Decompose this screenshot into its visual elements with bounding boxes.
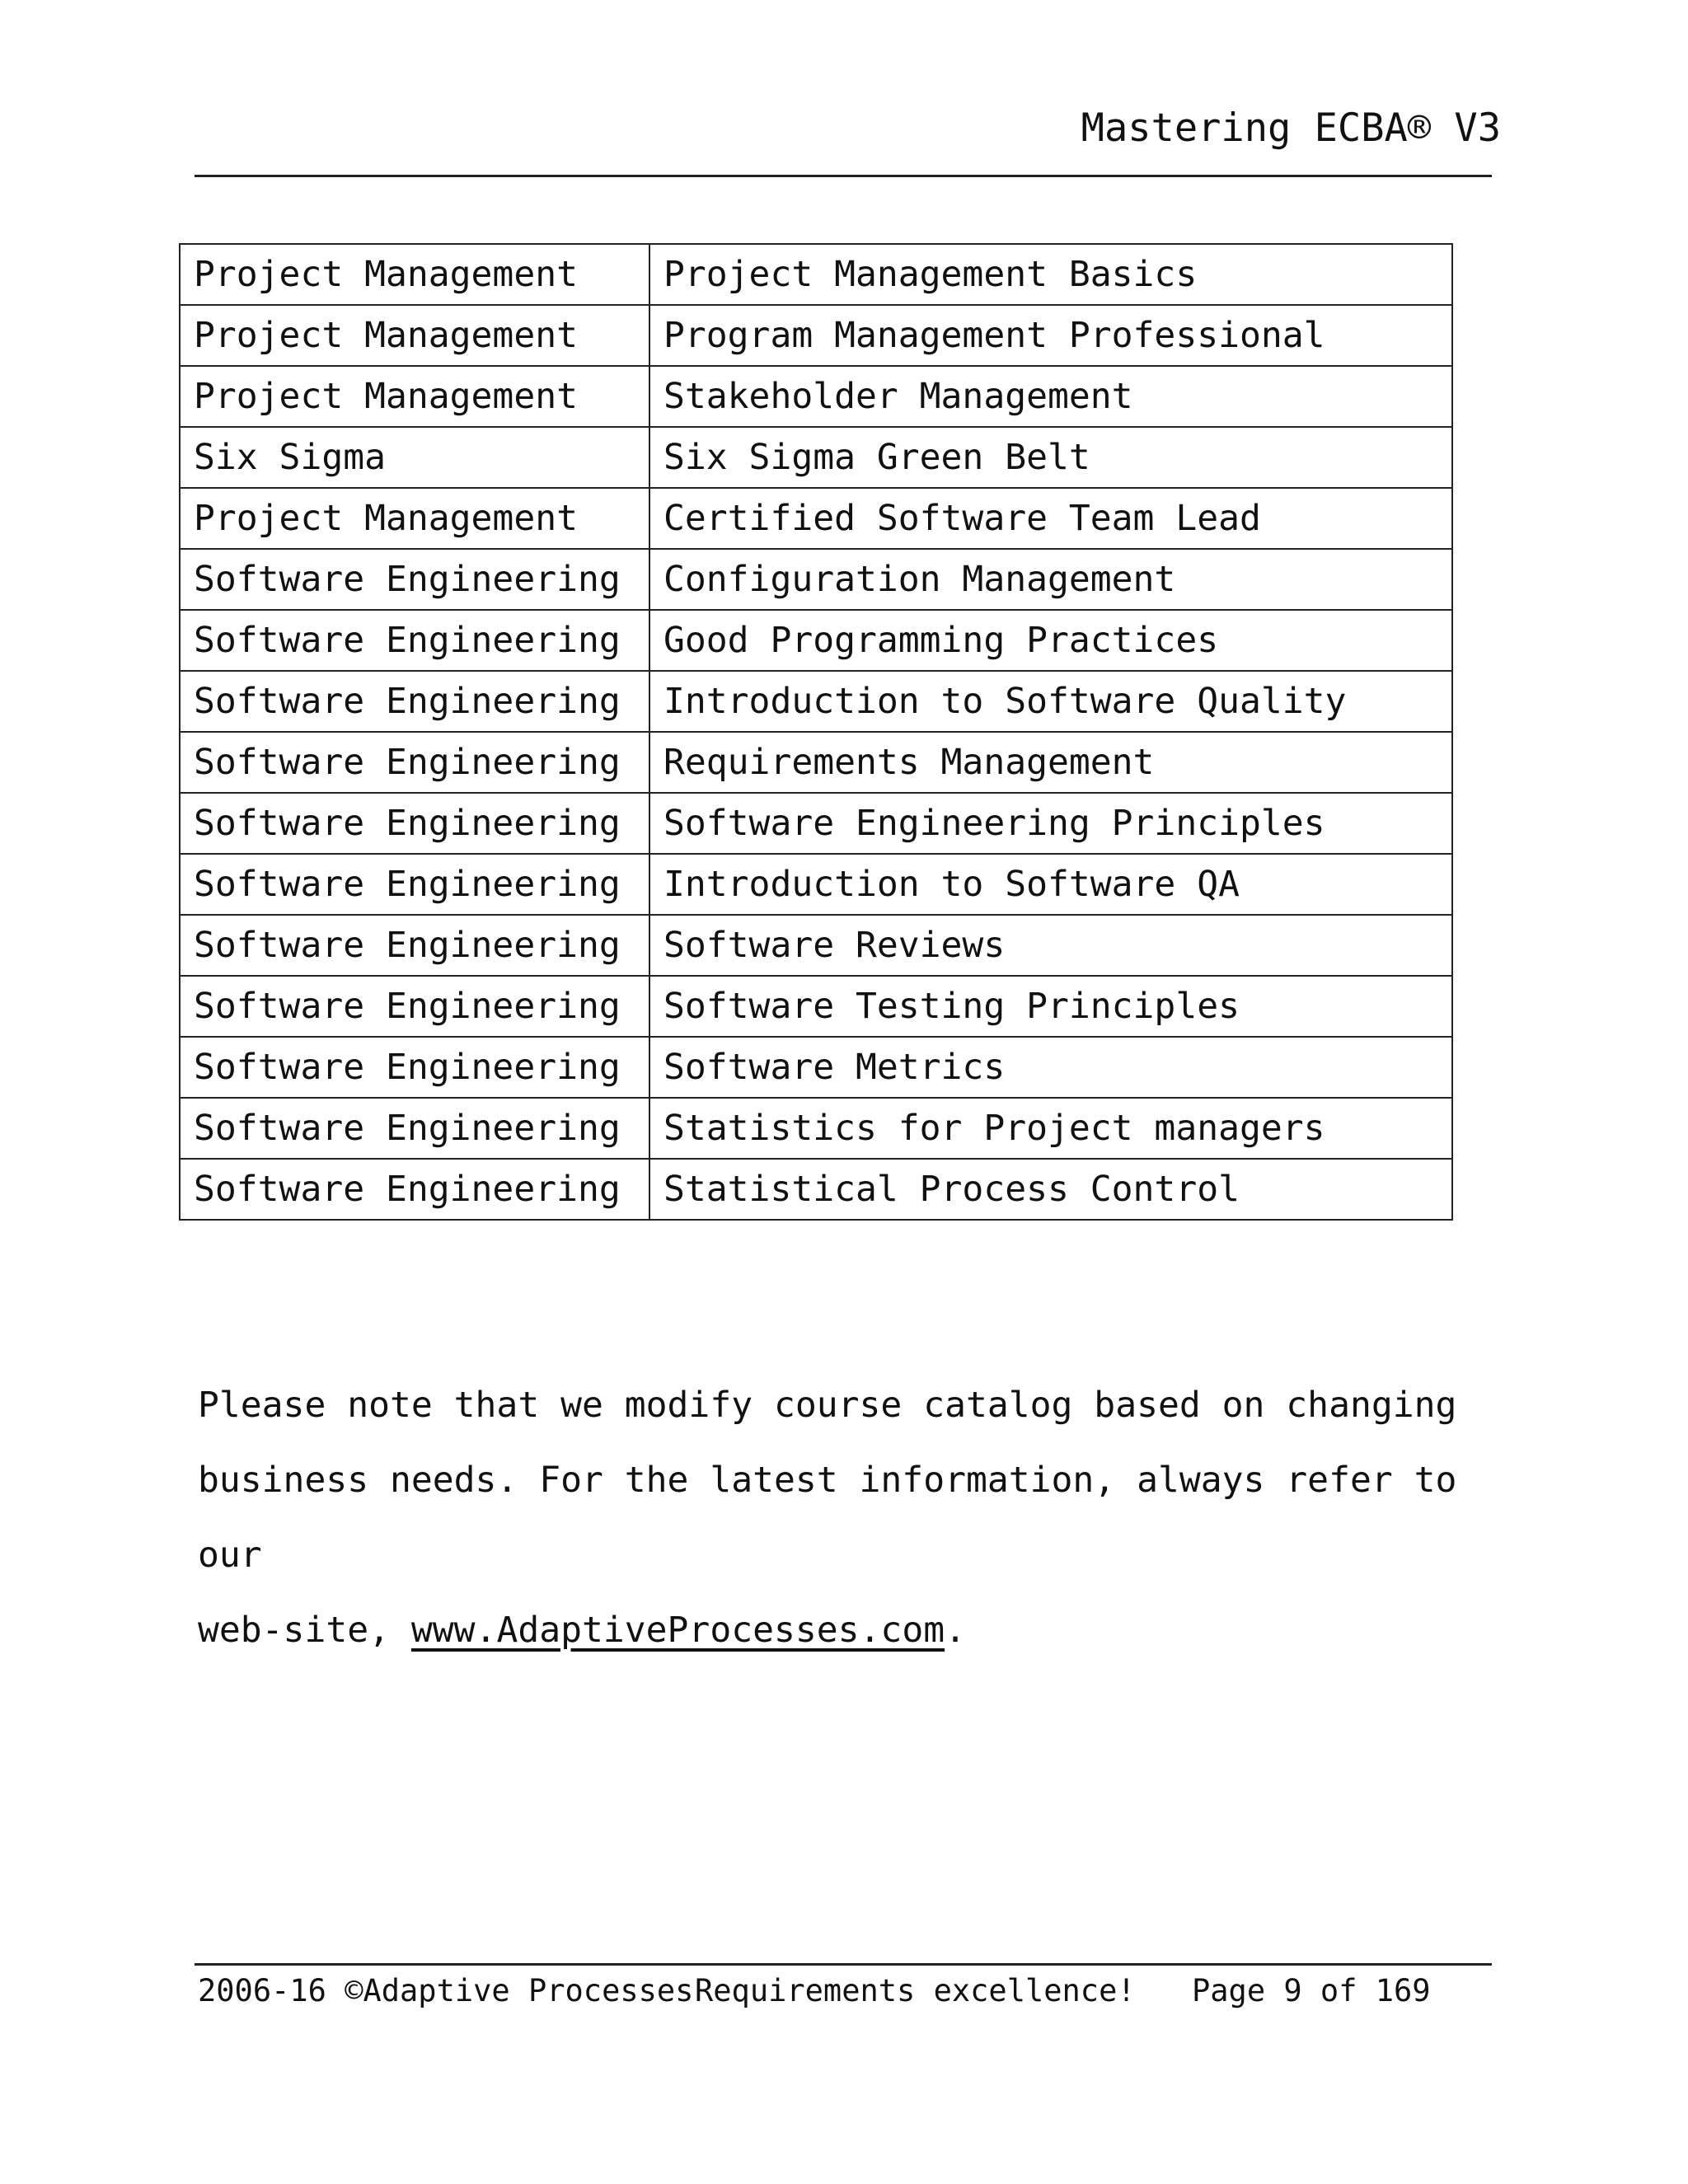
course-cell: Introduction to Software QA	[649, 854, 1452, 915]
category-cell: Project Management	[180, 488, 649, 549]
table-row	[180, 305, 1452, 366]
table-row	[180, 244, 1452, 305]
course-cell: Stakeholder Management	[649, 366, 1452, 427]
course-cell: Six Sigma Green Belt	[649, 427, 1452, 488]
category-cell: Six Sigma	[180, 427, 649, 488]
category-cell: Software Engineering	[180, 549, 649, 610]
course-cell: Statistical Process Control	[649, 1159, 1452, 1220]
course-cell: Project Management Basics	[649, 244, 1452, 305]
table-row	[180, 732, 1452, 793]
category-cell: Project Management	[180, 244, 649, 305]
table-row	[180, 915, 1452, 976]
category-cell: Software Engineering	[180, 793, 649, 854]
course-cell: Statistics for Project managers	[649, 1098, 1452, 1159]
footer-tagline: Requirements excellence!	[695, 1973, 1136, 2008]
course-cell: Configuration Management	[649, 549, 1452, 610]
course-cell: Introduction to Software Quality	[649, 671, 1452, 732]
note-line-1: Please note that we modify course catalog based on changing	[198, 1385, 1457, 1426]
course-cell: Software Metrics	[649, 1037, 1452, 1098]
category-cell: Project Management	[180, 366, 649, 427]
category-cell: Software Engineering	[180, 854, 649, 915]
note-line-2: business needs. For the latest information, always refer to our	[198, 1460, 1457, 1576]
note-line-3-suffix: .	[945, 1610, 966, 1651]
website-link[interactable]: www.AdaptiveProcesses.com	[410, 1610, 945, 1651]
header-divider	[195, 175, 1492, 177]
course-cell: Good Programming Practices	[649, 610, 1452, 671]
category-cell: Software Engineering	[180, 1098, 649, 1159]
category-cell: Project Management	[180, 305, 649, 366]
table-row	[180, 366, 1452, 427]
table-row	[180, 1098, 1452, 1159]
table-row	[180, 854, 1452, 915]
table-row	[180, 793, 1452, 854]
course-catalog-table	[179, 243, 1453, 1221]
table-row	[180, 549, 1452, 610]
table-row	[180, 1159, 1452, 1220]
course-cell: Certified Software Team Lead	[649, 488, 1452, 549]
category-cell: Software Engineering	[180, 976, 649, 1037]
course-cell: Requirements Management	[649, 732, 1452, 793]
table-row	[180, 610, 1452, 671]
category-cell: Software Engineering	[180, 1159, 649, 1220]
page-header-title: Mastering ECBA® V3	[1081, 105, 1501, 151]
course-cell: Software Reviews	[649, 915, 1452, 976]
note-line-3-prefix: web-site,	[198, 1610, 411, 1651]
category-cell: Software Engineering	[180, 732, 649, 793]
footer-divider	[195, 1963, 1492, 1966]
category-cell: Software Engineering	[180, 671, 649, 732]
footer-page-number: Page 9 of 169	[1192, 1973, 1431, 2008]
table-row	[180, 671, 1452, 732]
category-cell: Software Engineering	[180, 610, 649, 671]
course-cell: Program Management Professional	[649, 305, 1452, 366]
table-row	[180, 427, 1452, 488]
footer-copyright: 2006-16 ©Adaptive Processes	[198, 1973, 694, 2008]
course-cell: Software Testing Principles	[649, 976, 1452, 1037]
table-row	[180, 1037, 1452, 1098]
table-row	[180, 976, 1452, 1037]
category-cell: Software Engineering	[180, 915, 649, 976]
catalog-note-paragraph	[198, 1368, 1484, 1668]
course-cell: Software Engineering Principles	[649, 793, 1452, 854]
table-row	[180, 488, 1452, 549]
category-cell: Software Engineering	[180, 1037, 649, 1098]
